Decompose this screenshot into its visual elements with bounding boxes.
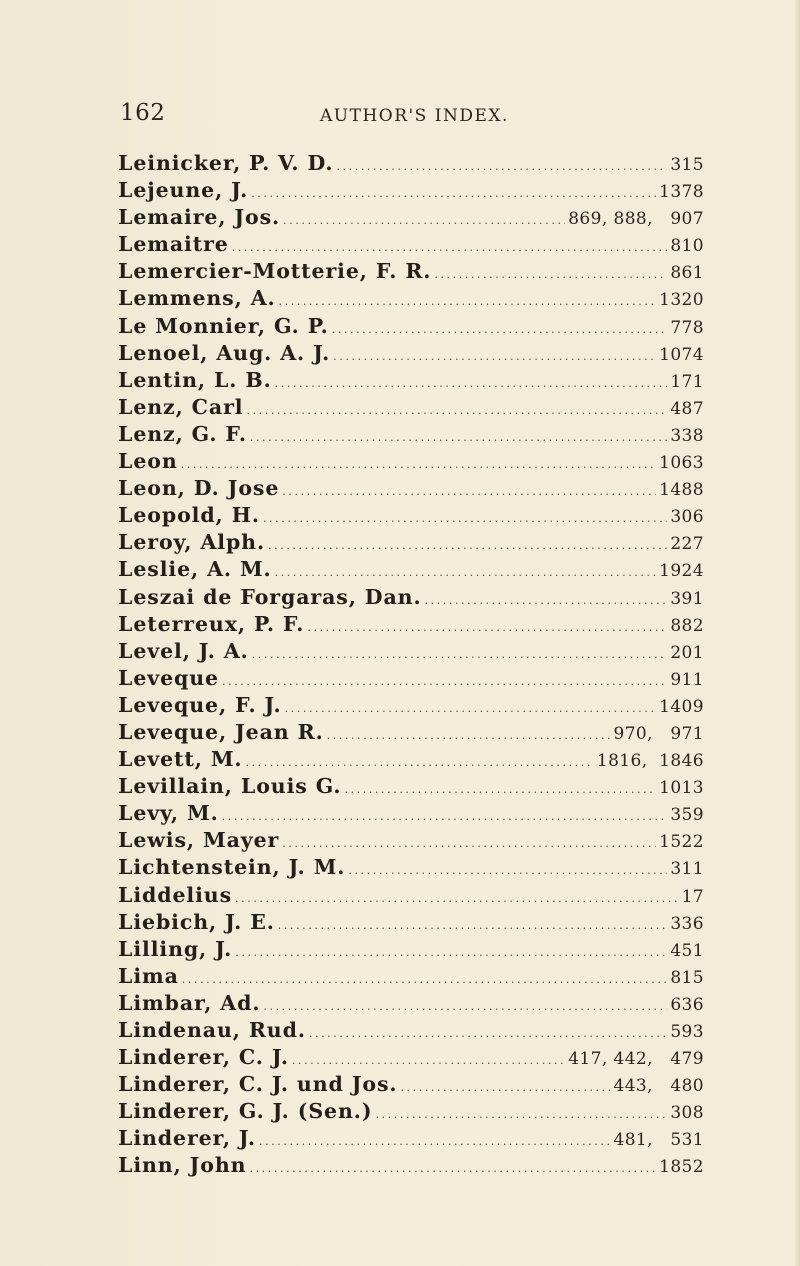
index-entry — [118, 612, 704, 639]
leader-dots — [285, 702, 657, 715]
leader-dots — [181, 458, 656, 471]
page-references: 1320 — [659, 290, 704, 311]
leader-dots — [309, 1027, 667, 1040]
page-references: 308 — [670, 1103, 704, 1124]
index-entry — [118, 937, 704, 964]
page-references: 338 — [670, 425, 704, 446]
leader-dots — [400, 1081, 610, 1094]
index-entry — [118, 774, 704, 801]
index-entry — [118, 828, 704, 855]
index-entry — [118, 910, 704, 937]
leader-dots — [252, 648, 668, 661]
page-references: 815 — [670, 967, 704, 988]
index-entry — [118, 639, 704, 666]
author-name: Linn, John — [118, 1153, 247, 1178]
leader-dots — [263, 512, 667, 525]
index-entry — [118, 747, 704, 774]
author-name: Lemmens, A. — [118, 286, 276, 311]
author-name: Lindenau, Rud. — [118, 1018, 306, 1042]
leader-dots — [375, 1108, 667, 1121]
index-entry — [118, 395, 704, 422]
leader-dots — [332, 323, 668, 336]
author-name: Leveque, Jean R. — [118, 719, 324, 744]
page-references: 1488 — [659, 480, 704, 501]
page-references: 336 — [670, 913, 704, 934]
index-entry — [118, 666, 704, 693]
index-entry — [118, 991, 704, 1018]
index-entry — [118, 720, 704, 747]
page-references: 1013 — [659, 778, 704, 799]
author-name: Lemercier-Motterie, F. R. — [118, 259, 432, 284]
page-references: 451 — [670, 940, 704, 961]
leader-dots — [182, 973, 668, 986]
leader-dots — [246, 404, 667, 417]
leader-dots — [307, 621, 667, 634]
page-references: 311 — [670, 859, 704, 880]
page-references: 1409 — [659, 696, 704, 717]
index-entry — [118, 693, 704, 720]
author-name: Lemaire, Jos. — [118, 205, 281, 230]
page-references: 17 — [681, 886, 704, 907]
page-references: 201 — [670, 642, 704, 663]
page-references: 306 — [670, 507, 704, 528]
author-name: Levillain, Louis G. — [118, 774, 342, 799]
leader-dots — [245, 756, 593, 769]
author-name: Linderer, G. J. (Sen.) — [118, 1099, 373, 1124]
leader-dots — [251, 187, 656, 200]
page-references: 315 — [670, 155, 704, 175]
index-entry — [118, 178, 704, 205]
page-references: 487 — [670, 398, 704, 419]
page-references: 1063 — [659, 453, 704, 474]
leader-dots — [434, 268, 667, 281]
leader-dots — [268, 539, 667, 552]
author-name: Levy, M. — [118, 801, 219, 826]
index-entry — [118, 1126, 704, 1153]
page-references: 1378 — [659, 182, 704, 203]
page-references: 810 — [670, 236, 704, 257]
author-name: Lentin, L. B. — [118, 367, 272, 392]
index-entry — [118, 341, 704, 368]
page-header — [120, 100, 700, 136]
author-name: Level, J. A. — [118, 638, 249, 663]
author-name: Lemaitre — [118, 232, 229, 257]
page-references: 1522 — [659, 832, 704, 853]
author-name: Le Monnier, G. P. — [118, 313, 329, 338]
author-name: Leveque, F. J. — [118, 692, 282, 717]
index-entry — [118, 1153, 704, 1180]
page-references: 778 — [670, 317, 704, 338]
author-name: Lejeune, J. — [118, 178, 249, 203]
index-entry — [118, 964, 704, 991]
author-index-list — [118, 151, 704, 1181]
author-name: Leinicker, P. V. D. — [118, 151, 334, 175]
leader-dots — [425, 594, 668, 607]
page-references: 636 — [670, 994, 704, 1015]
author-name: Linderer, C. J. — [118, 1045, 289, 1070]
index-entry — [118, 1045, 704, 1072]
leader-dots — [275, 377, 668, 390]
index-entry — [118, 1099, 704, 1126]
page-references: 171 — [670, 371, 704, 392]
author-name: Leterreux, P. F. — [118, 611, 305, 636]
leader-dots — [282, 485, 656, 498]
leader-dots — [279, 295, 657, 308]
leader-dots — [282, 837, 656, 850]
index-entry — [118, 286, 704, 313]
page-references: 861 — [670, 263, 704, 284]
index-entry — [118, 503, 704, 530]
page-references: 869, 888, 907 — [568, 209, 704, 230]
page-references: 417, 442, 479 — [568, 1049, 704, 1070]
index-entry — [118, 883, 704, 910]
leader-dots — [344, 783, 656, 796]
index-entry — [118, 476, 704, 503]
index-entry — [118, 232, 704, 259]
leader-dots — [348, 864, 667, 877]
page-references: 1074 — [659, 344, 704, 365]
leader-dots — [333, 350, 656, 363]
leader-dots — [292, 1054, 565, 1067]
author-name: Leslie, A. M. — [118, 557, 272, 582]
author-name: Linderer, C. J. und Jos. — [118, 1072, 398, 1097]
author-name: Liddelius — [118, 882, 233, 907]
index-entry — [118, 1018, 704, 1045]
author-name: Leszai de Forgaras, Dan. — [118, 584, 422, 609]
index-entry — [118, 422, 704, 449]
leader-dots — [275, 566, 657, 579]
index-entry — [118, 314, 704, 341]
leader-dots — [259, 1135, 611, 1148]
index-entry — [118, 205, 704, 232]
page-references: 391 — [670, 588, 704, 609]
author-name: Linderer, J. — [118, 1126, 256, 1151]
index-entry — [118, 259, 704, 286]
page-references: 481, 531 — [613, 1130, 704, 1151]
author-name: Lenoel, Aug. A. J. — [118, 340, 331, 365]
author-name: Lilling, J. — [118, 936, 233, 961]
leader-dots — [283, 214, 565, 227]
leader-dots — [263, 1000, 667, 1013]
page-number: 162 — [120, 100, 166, 126]
leader-dots — [232, 241, 668, 254]
author-name: Lenz, G. F. — [118, 421, 247, 446]
page-references: 227 — [670, 534, 704, 555]
page-references: 911 — [670, 669, 704, 690]
author-name: Limbar, Ad. — [118, 990, 261, 1015]
running-title: AUTHOR'S INDEX. — [320, 106, 509, 126]
leader-dots — [327, 729, 611, 742]
index-entry — [118, 449, 704, 476]
page-references: 1924 — [659, 561, 704, 582]
page-edge-shadow — [794, 0, 800, 1266]
index-entry — [118, 585, 704, 612]
index-entry — [118, 801, 704, 828]
author-name: Leon — [118, 449, 178, 474]
index-entry — [118, 530, 704, 557]
author-name: Liebich, J. E. — [118, 909, 275, 934]
page-references: 443, 480 — [613, 1076, 704, 1097]
page-references: 1816, 1846 — [596, 751, 704, 772]
author-name: Leon, D. Jose — [118, 476, 280, 501]
author-name: Leopold, H. — [118, 503, 260, 528]
index-entry — [118, 855, 704, 882]
leader-dots — [250, 431, 667, 444]
leader-dots — [249, 1162, 656, 1175]
leader-dots — [222, 810, 668, 823]
leader-dots — [336, 160, 667, 173]
leader-dots — [235, 946, 667, 959]
leader-dots — [222, 675, 667, 688]
index-entry — [118, 151, 704, 178]
author-name: Levett, M. — [118, 747, 243, 772]
author-name: Leroy, Alph. — [118, 530, 266, 555]
page-references: 593 — [670, 1022, 704, 1042]
author-name: Lewis, Mayer — [118, 828, 280, 853]
leader-dots — [278, 919, 668, 932]
index-entry — [118, 1072, 704, 1099]
author-name: Lima — [118, 963, 179, 988]
index-entry — [118, 557, 704, 584]
page-references: 1852 — [659, 1157, 704, 1178]
page-references: 882 — [670, 615, 704, 636]
index-entry — [118, 368, 704, 395]
author-name: Lenz, Carl — [118, 394, 244, 419]
leader-dots — [235, 892, 679, 905]
author-name: Leveque — [118, 665, 219, 690]
page-references: 970, 971 — [613, 723, 704, 744]
author-name: Lichtenstein, J. M. — [118, 855, 346, 880]
page-references: 359 — [670, 805, 704, 826]
